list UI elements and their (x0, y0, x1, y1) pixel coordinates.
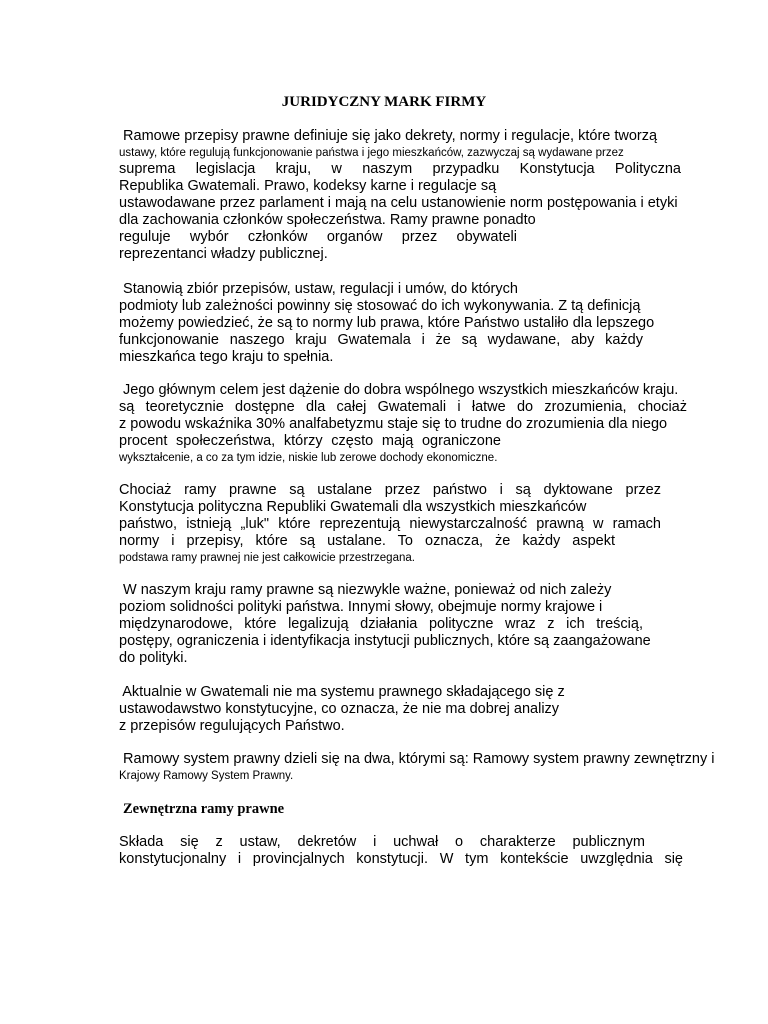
text-line: z przepisów regulujących Państwo. (119, 718, 345, 734)
text-line: suprema legislacja kraju, w naszym przypadku Konstytucja Polityczna (119, 161, 681, 177)
paragraph-1 (119, 128, 681, 263)
paragraph-7 (119, 751, 714, 784)
text-line: wykształcenie, a co za tym idzie, niskie lub zerowe dochody ekonomiczne. (119, 452, 498, 464)
text-line: reguluje wybór członków organów przez obywateli (119, 229, 517, 245)
paragraph-6 (119, 684, 565, 735)
text-line: konstytucjonalny i provincjalnych konstytucji. W tym kontekście uwzględnia się (119, 851, 683, 867)
text-line: Ramowy system prawny dzieli się na dwa, którymi są: Ramowy system prawny zewnętrzny i (119, 751, 715, 767)
text-line: Składa się z ustaw, dekretów i uchwał o charakterze publicznym (119, 834, 645, 850)
paragraph-2 (119, 281, 654, 366)
text-line: do polityki. (119, 650, 188, 666)
text-line: Republika Gwatemali. Prawo, kodeksy karne i regulacje są (119, 178, 497, 194)
paragraph-5 (119, 582, 651, 667)
text-line: normy i przepisy, które są ustalane. To oznacza, że każdy aspekt (119, 533, 615, 549)
text-line: postępy, ograniczenia i identyfikacja instytucji publicznych, które są zaangażowane (119, 633, 651, 649)
text-line: mieszkańca tego kraju to spełnia. (119, 349, 334, 365)
text-line: poziom solidności polityki państwa. Innymi słowy, obejmuje normy krajowe i (119, 599, 603, 615)
text-line: z powodu wskaźnika 30% analfabetyzmu staje się to trudne do zrozumienia dla niego (119, 416, 668, 432)
text-line: reprezentanci władzy publicznej. (119, 246, 328, 262)
text-line: Jego głównym celem jest dążenie do dobra wspólnego wszystkich mieszkańców kraju. (119, 382, 679, 398)
paragraph-8 (119, 834, 683, 868)
text-line: W naszym kraju ramy prawne są niezwykle ważne, ponieważ od nich zależy (119, 582, 612, 598)
paragraph-4 (119, 482, 661, 566)
section-heading: Zewnętrzna ramy prawne (123, 801, 285, 817)
text-line: Stanowią zbiór przepisów, ustaw, regulacji i umów, do których (119, 281, 518, 297)
document-title: JURIDYCZNY MARK FIRMY (281, 94, 487, 110)
paragraph-3 (119, 382, 687, 466)
text-line: ustawy, które regulują funkcjonowanie państwa i jego mieszkańców, zazwyczaj są wydawane przez (119, 147, 624, 159)
text-line: podstawa ramy prawnej nie jest całkowicie przestrzegana. (119, 552, 415, 564)
text-line: państwo, istnieją „luk" które reprezentują niewystarczalność prawną w ramach (119, 516, 661, 532)
text-line: procent społeczeństwa, którzy często mają ograniczone (119, 433, 501, 449)
text-line: ustawodawstwo konstytucyjne, co oznacza, że nie ma dobrej analizy (119, 701, 560, 717)
text-line: Chociaż ramy prawne są ustalane przez państwo i są dyktowane przez (119, 482, 661, 498)
text-line: Krajowy Ramowy System Prawny. (119, 770, 294, 782)
text-line: ustawodawane przez parlament i mają na celu ustanowienie norm postępowania i etyki (119, 195, 678, 211)
text-line: międzynarodowe, które legalizują działania polityczne wraz z ich treścią, (119, 616, 643, 632)
text-line: Ramowe przepisy prawne definiuje się jako dekrety, normy i regulacje, które tworzą (119, 128, 658, 144)
text-line: funkcjonowanie naszego kraju Gwatemala i że są wydawane, aby każdy (119, 332, 643, 348)
text-line: możemy powiedzieć, że są to normy lub prawa, które Państwo ustaliło dla lepszego (119, 315, 655, 331)
text-line: są teoretycznie dostępne dla całej Gwatemali i łatwe do zrozumienia, chociaż (119, 399, 687, 415)
text-line: Aktualnie w Gwatemali nie ma systemu prawnego składającego się z (119, 684, 565, 700)
text-line: Konstytucja polityczna Republiki Gwatemali dla wszystkich mieszkańców (119, 499, 587, 515)
text-line: podmioty lub zależności powinny się stosować do ich wykonywania. Z tą definicją (119, 298, 641, 314)
text-line: dla zachowania członków społeczeństwa. Ramy prawne ponadto (119, 212, 536, 228)
